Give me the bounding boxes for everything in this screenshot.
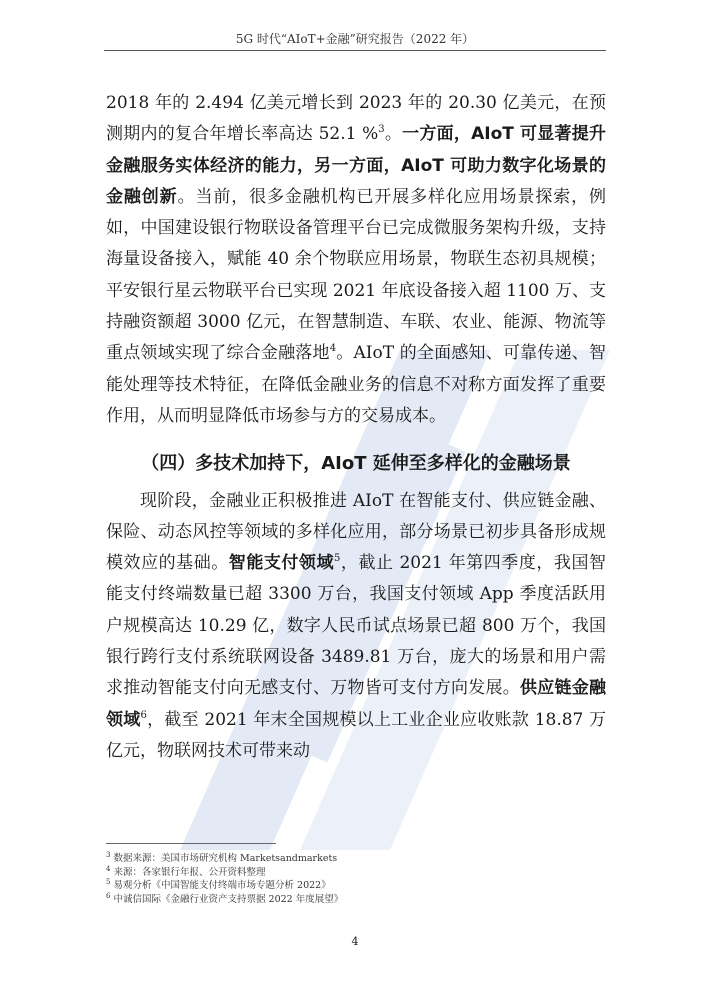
footnote: $^5$ 易观分析《中国智能支付终端市场专题分析 2022》 [106,878,331,891]
footnote: $^4$ 来源：各家银行年报、公开资料整理 [106,864,266,878]
footnote-divider [106,843,276,844]
footnote-ref[interactable]: 5 [334,553,341,565]
footnote: $^3$ 数据来源：美国市场研究机构 Marketsandmarkets [106,851,338,864]
paragraph: 2018 年的 2.494 亿美元增长到 2023 年的 20.30 亿美元，在预测期内的复合年增长率高达 52.1 %$^3$。一方面，AIoT 可显著提升金融服务实体经济的能力，另一方面，AIoT 可助力数字化场景的金融创新。当前，很多金融机构已开展多样化应用场景探索，例如，中国建设银行物联设备管理平台已完成微服务架构升级，支持海量设备接入，赋能 40 余个物联应用场景，物联生态初具规模；平安银行星云物联平台已实现 2021 年底设备接入超 1100 万、支持融资额超 3000 亿元，在智慧制造、车联、农业、能源、物流等重点领域实现了综合金融落地$^4$。AIoT 的全面感知、可靠传递、智能处理等技术特征，在降低金融业务的信息不对称方面发挥了重要作用，从而明显降低市场参与方的交易成本。 [106,93,607,426]
emphasis-text: 供应链金融领域 [106,678,606,730]
footnote-ref[interactable]: 6 [140,709,147,721]
emphasis-text: 智能支付领域 [228,553,335,574]
page-number: 4 [351,935,359,948]
emphasis-text: 一方面，AIoT 可显著提升金融服务实体经济的能力，另一方面，AIoT 可助力数字化场景的金融创新 [106,124,607,207]
header-divider [104,50,606,51]
footnote: $^6$ 中诚信国际《金融行业资产支持票据 2022 年度展望》 [106,891,344,905]
section-heading: （四）多技术加持下，AIoT 延伸至多样化的金融场景 [141,453,571,475]
footnotes [106,852,606,906]
paragraph: 现阶段，金融业正积极推进 AIoT 在智能支付、供应链金融、保险、动态风控等领域的多样化应用，部分场景已初步具备形成规模效应的基础。智能支付领域$^5$，截止 2021 年第四季度，我国智能支付终端数量已超 3300 万台，我国支付领域 App 季度活跃用户规模高达 10.29 亿，数字人民币试点场景已超 800 万个，我国银行跨行支付系统联网设备 3489.81 万台，庞大的场景和用户需求推动智能支付向无感支付、万物皆可支付方向发展。供应链金融领域$^6$，截至 2021 年末全国规模以上工业企业应收账款 18.87 万亿元，物联网技术可带来动 [106,490,607,761]
footnote-ref[interactable]: 3 [378,124,385,136]
running-header: 5G 时代“AIoT+金融”研究报告（2022 年） [235,32,475,46]
footnote-ref[interactable]: 4 [329,343,337,355]
body-text [106,88,606,767]
